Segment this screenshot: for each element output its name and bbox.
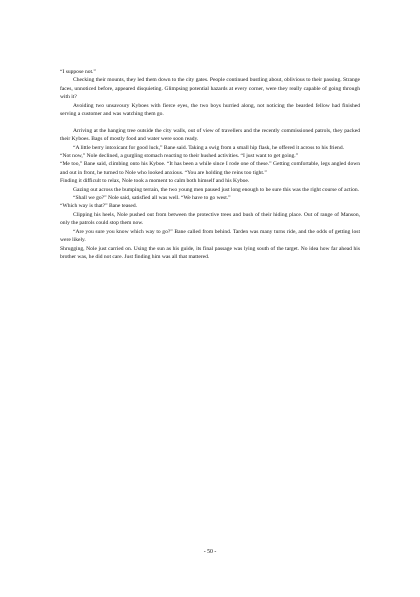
- paragraph: “I suppose not.”: [60, 69, 96, 75]
- paragraph: Clipping his heels, Nole pushed out from between the protective trees and bush of their hiding place. Out of range of Manson, only the patrols could stop them now.: [60, 211, 360, 227]
- paragraph: Checking their mounts, they led them down to the city gates. People continued bustling about, oblivious to their passing. Strange faces, unnoticed before, appeared disquieting. Glimpsing potential hazards at every corner, were they really capable of going through with it?: [60, 77, 360, 101]
- paragraph: Gazing out across the bumping terrain, the two young men paused just long enough to be sure this was the right course of action.: [73, 186, 360, 193]
- paragraph: “Me too,” Bane said, climbing onto his Kyboe. “It has been a while since I rode one of these.” Getting comfortable, legs angled down and out in front, he turned to Nole who looked anxious. “You are holding the reins too tight.”: [60, 161, 360, 176]
- paragraph: Avoiding two unsavoury Kyboes with fierce eyes, the two boys hurried along, not noticing the bearded fellow had finished serving a customer and was watching them go.: [60, 102, 360, 118]
- paragraph: Shrugging, Nole just carried on. Using the sun as his guide, its final passage was lying south of the target. No idea how far ahead his brother was, he did not care. Just finding him was all that mattered.: [60, 245, 360, 260]
- paragraph: “Are you sure you know which way to go?” Bane called from behind. Tarden was many turns ride, and the odds of getting lost were likely.: [60, 228, 360, 244]
- paragraph: “Not now,” Nole declined, a gurgling stomach reacting to their hushed activities. “I just want to get going.”: [60, 153, 299, 160]
- paragraph: “Shall we go?” Nole said, satisfied all was well. “We have to go west.”: [73, 195, 231, 202]
- page-number: - 50 -: [203, 549, 217, 555]
- paragraph: Finding it difficult to relax, Nole took a moment to calm both himself and his Kyboe.: [60, 178, 250, 185]
- paragraph: “A little berry intoxicant for good luck,” Bane said. Taking a swig from a small hip flask, he offered it across to his friend.: [73, 144, 344, 151]
- body-text: [60, 68, 360, 261]
- paragraph: Arriving at the hanging tree outside the city walls, out of view of travellers and the recently commissioned patrols, they packed their Kyboes. Bags of mostly food and water were soon ready.: [60, 127, 360, 143]
- paragraph: “Which way is that?” Bane teased.: [60, 203, 138, 210]
